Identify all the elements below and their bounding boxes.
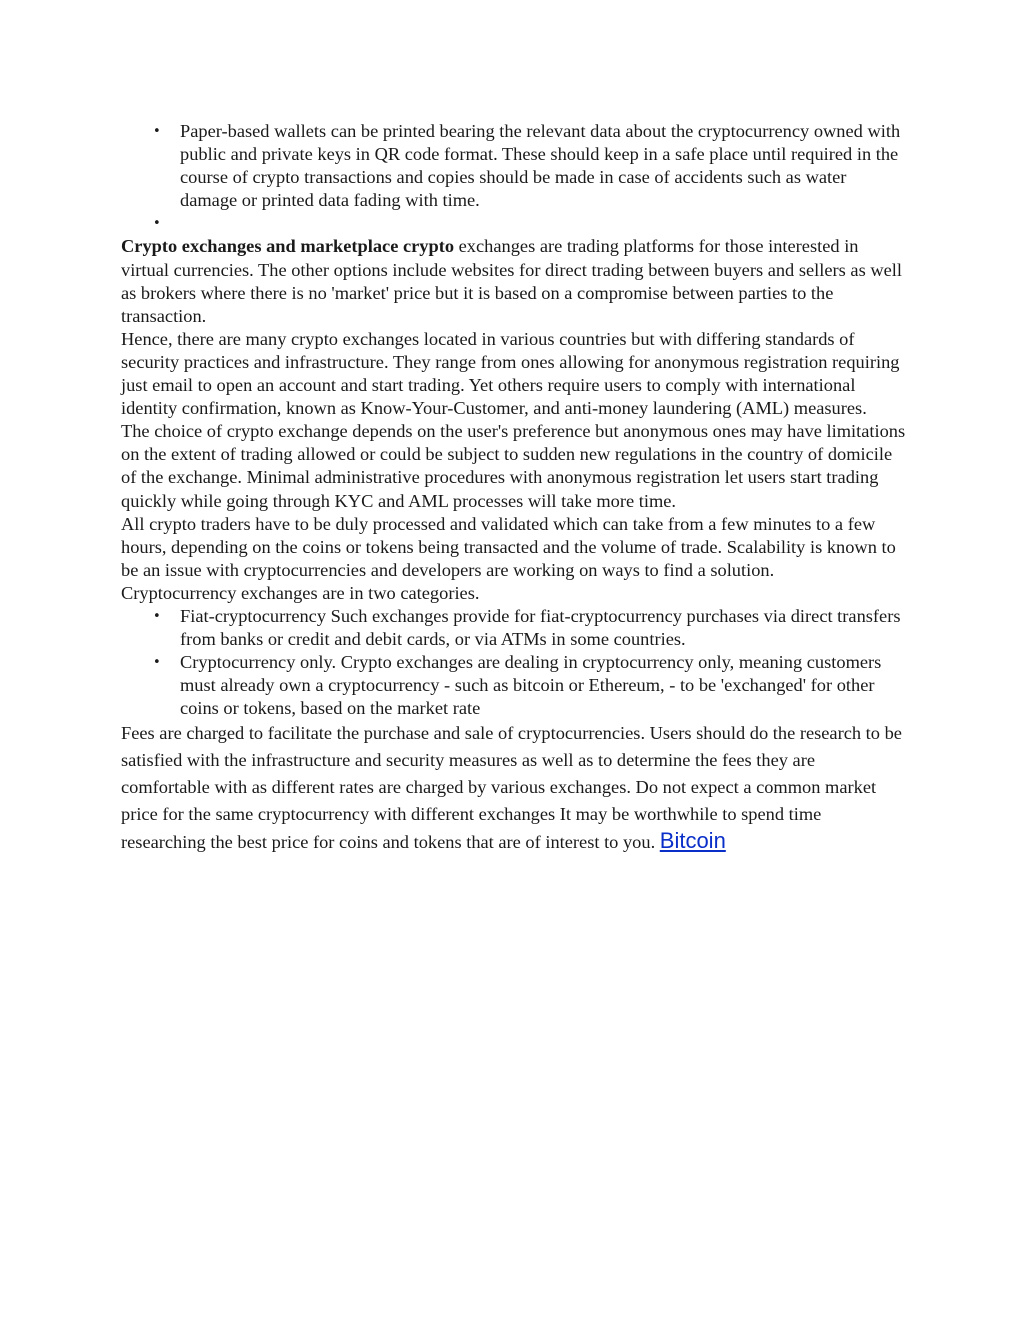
bitcoin-link[interactable]: Bitcoin: [659, 827, 726, 853]
exchanges-paragraph-5: Cryptocurrency exchanges are in two categories.: [121, 582, 480, 603]
document-page: [121, 120, 906, 855]
exchanges-paragraph-3: The choice of crypto exchange depends on the user's preference but anonymous ones may have limitations on the extent of trading allowed or could be subject to sudden new regulations in the country of domicile of the exchange. Minimal administrative procedures with anonymous registration let users start trading quickly while going through KYC and AML processes will take more time.: [121, 421, 906, 511]
bullet-icon: •: [153, 608, 161, 624]
empty-list-item: [121, 212, 906, 235]
list-item: [121, 120, 906, 212]
exchanges-paragraph-4: All crypto traders have to be duly processed and validated which can take from a few minutes to a few hours, depending on the coins or tokens being transacted and the volume of trade. Scalability is known to be an issue with cryptocurrencies and developers are working on ways to find a solution.: [121, 513, 896, 580]
list-item: [121, 605, 906, 651]
exchanges-paragraph-2: Hence, there are many crypto exchanges located in various countries but with differing standards of security practices and infrastructure. They range from ones allowing for anonymous registration requiring just email to open an account and start trading. Yet others require users to comply with international identity confirmation, known as Know-Your-Customer, and anti-money laundering (AML) measures.: [121, 328, 900, 419]
exchanges-intro-text: exchanges are trading platforms for those interested in virtual currencies. The other options include websites for direct trading between buyers and sellers as well as brokers where there is no 'market' price but it is based on a compromise between parties to the transaction.: [121, 236, 903, 326]
bullet-icon: •: [153, 655, 161, 671]
exchanges-heading: Crypto exchanges and marketplace crypto: [121, 236, 455, 257]
fees-paragraph: [121, 720, 906, 855]
list-item: [121, 651, 906, 720]
bullet-icon: •: [153, 216, 161, 232]
bullet-icon: •: [153, 124, 161, 139]
wallet-list: [121, 120, 906, 235]
exchanges-intro-paragraph: [121, 235, 906, 327]
list-item-text: Fiat-cryptocurrency Such exchanges provide for fiat-cryptocurrency purchases via direct transfers from banks or credit and debit cards, or via ATMs in some countries.: [180, 605, 901, 650]
fees-text: Fees are charged to facilitate the purchase and sale of cryptocurrencies. Users should do the research to be satisfied with the infrastructure and security measures as well as to determine the fees they are comfortable with as different rates are charged by various exchanges. Do not expect a common market price for the same cryptocurrency with different exchanges It may be worthwhile to spend time researching the best price for coins and tokens that are of interest to you.: [121, 723, 902, 852]
categories-list: [121, 605, 906, 720]
list-item-text: Paper-based wallets can be printed bearing the relevant data about the cryptocurrency owned with public and private keys in QR code format. These should keep in a safe place until required in the course of crypto transactions and copies should be made in case of accidents such as water damage or printed data fading with time.: [180, 121, 901, 211]
list-item-text: Cryptocurrency only. Crypto exchanges are dealing in cryptocurrency only, meaning customers must already own a cryptocurrency - such as bitcoin or Ethereum, - to be 'exchanged' for other coins or tokens, based on the market rate: [180, 652, 882, 719]
